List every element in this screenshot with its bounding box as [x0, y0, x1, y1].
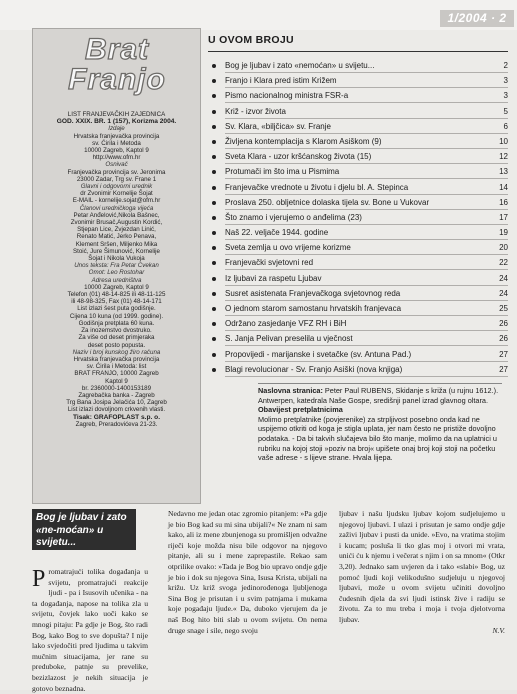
bullet-icon — [212, 307, 216, 311]
article-column-3 — [339, 509, 505, 636]
masthead-line: LIST FRANJEVAČKIH ZAJEDNICA — [67, 111, 166, 118]
cover-note — [258, 386, 502, 463]
masthead-line: Godišnja pretplata 60 kuna. — [78, 319, 155, 327]
bullet-icon — [212, 292, 216, 296]
toc-item-title: Naš 22. veljače 1944. godine — [225, 228, 329, 238]
masthead-line: Petar Anđelović,Nikola Bašnec, — [73, 211, 160, 219]
masthead-line: Hrvatska franjevačka provincija — [73, 132, 160, 140]
toc-item-title: Križ - izvor života — [225, 106, 286, 116]
toc-item-title: Protumači im što ima u Pismima — [225, 167, 340, 177]
toc-item-page: 19 — [499, 228, 508, 238]
masthead-line: Za inozemstvo dvostruko. — [81, 327, 152, 335]
toc-item-title: S. Janja Pelivan preselila u vječnost — [225, 334, 353, 344]
toc-item[interactable] — [208, 364, 508, 379]
bullet-icon — [212, 231, 216, 235]
toc-item-page: 13 — [499, 167, 508, 177]
toc-row-rule — [225, 345, 508, 346]
bullet-icon — [212, 216, 216, 220]
masthead-line: Renato Matić, Jerko Penava, — [76, 233, 157, 241]
toc-item-page: 22 — [499, 258, 508, 268]
toc-item-page: 20 — [499, 243, 508, 253]
brat-franjo-logo — [38, 35, 196, 105]
masthead-line: 10000 Zagreb, Kaptol 9 — [84, 283, 149, 291]
page-number: 1/2004 · 2 — [440, 10, 514, 27]
bullet-icon — [212, 368, 216, 372]
cover-note-label: Naslovna stranica: — [258, 386, 323, 395]
masthead-line: Hrvatska franjevačka provincija — [73, 355, 160, 363]
masthead-line: Omot: Leo Rostohar — [88, 269, 145, 277]
toc-item-title: Življena kontemplacija s Klarom Asiškom (9) — [225, 136, 382, 146]
toc-item[interactable] — [208, 75, 508, 90]
masthead-panel — [32, 28, 201, 504]
toc-row-rule — [225, 209, 508, 210]
toc-item-page: 2 — [503, 61, 508, 70]
toc-item-title: Franjevačke vrednote u životu i djelu bl. A. Stepinca — [225, 182, 409, 192]
masthead-line: Zvonimir Brusač,Augustin Kordić, — [70, 219, 163, 227]
toc-item-title: Bog je ljubav i zato «nemoćan» u svijetu... — [225, 61, 375, 70]
masthead-line: deset posto popusta. — [87, 341, 146, 349]
masthead-line: Stoić, Jure Šimunović, Kornelije — [72, 247, 160, 255]
masthead-line: dr Zvonimir Kornelije Šojat — [80, 190, 153, 198]
toc-divider — [208, 51, 508, 52]
toc-item-title: Sveta Klara - uzor kršćanskog života (15) — [225, 152, 372, 162]
toc-row-rule — [225, 269, 508, 270]
table-of-contents — [208, 60, 508, 379]
subscription-label: Obavijest pretplatnicima — [258, 405, 343, 415]
masthead-line: Zagreb, Preradovićeva 21-23. — [75, 420, 158, 428]
toc-item[interactable] — [208, 151, 508, 166]
toc-row-rule — [225, 178, 508, 179]
toc-row-rule — [225, 300, 508, 301]
toc-item-page: 26 — [499, 319, 508, 329]
toc-item-page: 17 — [499, 212, 508, 222]
masthead-line: Za više od deset primjeraka — [78, 334, 155, 342]
toc-item[interactable] — [208, 318, 508, 333]
bullet-icon — [212, 125, 216, 129]
masthead-line: Šojat i Nikola Vukoja — [88, 255, 145, 263]
toc-item-page: 26 — [499, 334, 508, 344]
article-signature: N.V. — [492, 625, 505, 635]
masthead-line: Unos teksta: Fra Petar Cvekan — [74, 262, 159, 270]
masthead-line: Kaptol 9 — [105, 377, 128, 385]
toc-row-rule — [225, 376, 508, 377]
bullet-icon — [212, 140, 216, 144]
subscription-text: Molimo pretplatnike (povjerenike) za strpljivost posebno onda kad ne uspijemo otkriti od koga je stigla uplata, jer nam često ne pristiže dovoljno podataka. - Da bi takvih slučajeva bilo što manje, molimo da na uplatnici u rubriku na kojoj stoji »poziv na broj« upišete onaj broj koji stoji na početku vaše adrese - s lijeve strane. Hvala lijepa. — [258, 414, 497, 463]
bullet-icon — [212, 186, 216, 190]
toc-item-title: Susret asistenata Franjevačkoga svjetovnog reda — [225, 288, 401, 298]
cover-note-text: Peter Paul RUBENS, Skidanje s križa (u rujnu 1612.). Antwerpen, katedrala Naše Gospe, središnji panel izrad glavnog oltara. — [258, 386, 499, 405]
toc-item-title: Franjo i Klara pred istim Križem — [225, 76, 337, 86]
toc-item-page: 14 — [499, 182, 508, 192]
toc-row-rule — [225, 224, 508, 225]
masthead-line: sv. Ćirila i Metoda: list — [86, 363, 147, 371]
bullet-icon — [212, 155, 216, 159]
toc-item-page: 27 — [499, 349, 508, 359]
toc-item[interactable] — [208, 121, 508, 136]
toc-row-rule — [225, 194, 508, 195]
toc-item-title: Blagi revolucionar - Sv. Franjo Asiški (nova knjiga) — [225, 364, 403, 374]
toc-item[interactable] — [208, 333, 508, 348]
toc-item-page: 3 — [503, 91, 508, 101]
masthead-line: Telefon (01) 48-14-825 ili 48-11-125 — [67, 291, 166, 299]
toc-row-rule — [225, 87, 508, 88]
bullet-icon — [212, 261, 216, 265]
toc-row-rule — [225, 148, 508, 149]
toc-item-page: 27 — [499, 364, 508, 374]
toc-item-title: Franjevački svjetovni red — [225, 258, 314, 268]
toc-item[interactable] — [208, 136, 508, 151]
bullet-icon — [212, 64, 216, 68]
toc-item[interactable] — [208, 349, 508, 364]
toc-item[interactable] — [208, 242, 508, 257]
toc-item[interactable] — [208, 60, 508, 75]
toc-row-rule — [225, 315, 508, 316]
toc-item-title: Što znamo i vjerujemo o anđelima (23) — [225, 212, 362, 222]
toc-item[interactable] — [208, 197, 508, 212]
masthead-line: Glavni i odgovorni urednik — [80, 183, 153, 191]
bullet-icon — [212, 110, 216, 114]
toc-item[interactable] — [208, 212, 508, 227]
article-col3-text: ljubav i našu ljudsku ljubav kojom suđjelujemo u njegovoj ljubavi. I ulazi i prisutan je samo ondje gdje zaživi ljubav i pusti da unide. »Evo, na vratima stojim i kucam; posluša li tko glas moj i otvori mi vrata, unići ću k njemu i večerat s njim i on sa mnom« (Otkr 3,20). Jednako sam uvjeren da i tako «slabi» Bog, uz pomoć ljudi koji velikodušno sudjeluju u njegovoj ljubavi, može u ovom svijetu učiniti dovoljno čudesnih djela da svi ljudi istinsk žive i radiju se životu. Za to mu treba i moja i tvoja djelotvorna ljubav. — [339, 509, 505, 624]
toc-item-page: 3 — [503, 76, 508, 86]
toc-row-rule — [225, 285, 508, 286]
toc-row-rule — [225, 133, 508, 134]
masthead-line: Naziv i broj kunskog žiro računa — [72, 348, 161, 356]
bullet-icon — [212, 277, 216, 281]
masthead-line: BRAT FRANJO, 10000 Zagreb — [74, 370, 159, 378]
toc-item-page: 12 — [499, 152, 508, 162]
toc-heading: U OVOM BROJU — [208, 34, 294, 46]
toc-item[interactable] — [208, 90, 508, 105]
drop-cap: P — [32, 566, 46, 592]
toc-item[interactable] — [208, 106, 508, 121]
bullet-icon — [212, 201, 216, 205]
toc-item-page: 16 — [499, 197, 508, 207]
toc-item-title: Održano zasjedanje VFZ RH i BiH — [225, 319, 347, 329]
masthead-line: Stjepan Lice, Zvjezdan Linić, — [77, 226, 156, 234]
bullet-icon — [212, 337, 216, 341]
masthead-line: Članovi uredničkoga vijeća — [79, 204, 154, 212]
masthead-line: List izlazi šest puta godišnje. — [77, 305, 156, 313]
masthead-line: Cijena 10 kuna (od 1999. godine). — [69, 312, 164, 320]
toc-item[interactable] — [208, 166, 508, 181]
toc-row-rule — [225, 239, 508, 240]
bullet-icon — [212, 246, 216, 250]
toc-row-rule — [225, 254, 508, 255]
toc-item[interactable] — [208, 227, 508, 242]
toc-row-rule — [225, 361, 508, 362]
masthead-line: Franjevačka provincija sv. Jeronima — [67, 168, 166, 176]
toc-item-page: 6 — [503, 121, 508, 131]
masthead-line: sv. Ćirila i Metoda — [92, 139, 141, 147]
toc-item-title: Propovijedi - marijanske i svetačke (sv. Antuna Pad.) — [225, 349, 412, 359]
toc-item[interactable] — [208, 182, 508, 197]
article-column-2 — [168, 509, 327, 636]
cover-note-divider — [258, 383, 502, 384]
logo-line-2: Franjo — [68, 63, 166, 96]
toc-item-title: Sveta zemlja u ovo vrijeme korizme — [225, 243, 351, 253]
toc-item[interactable] — [208, 288, 508, 303]
masthead-line: http://www.ofm.hr — [92, 154, 141, 162]
toc-row-rule — [225, 72, 508, 73]
toc-item-title: Sv. Klara, «biljčica» sv. Franje — [225, 121, 331, 131]
toc-row-rule — [225, 163, 508, 164]
toc-item[interactable] — [208, 303, 508, 318]
toc-row-rule — [225, 102, 508, 103]
toc-item-page: 24 — [499, 288, 508, 298]
toc-item-title: Proslava 250. obljetnice dolaska tijela sv. Bone u Vukovar — [225, 197, 430, 207]
toc-item-title: Iz ljubavi za raspetu Ljubav — [225, 273, 322, 283]
masthead-line: Tisak: GRAFOPLAST s.p. o. — [72, 413, 161, 421]
masthead-line: br. 2360000-1400153189 — [81, 384, 152, 392]
article-col2-text: Nedavno me jedan otac zgromio pitanjem: »Pa gdje je bio Bog kad su mi sina ubijali?« Ne znam ni sam kako, ali iz mene zbunjenoga su promišljen odvažne riječi koje možda nisu bile odgovor na njegovo pitanje, ali su i mene zaprepastile. Rekao sam otprilike ovako: »Tada je Bog bio upravo ondje gdje je bio i dok su njegova Sina, Isusa Krista, ubijali na križu. Uz križ svoga jedinorođenoga ljubljenoga Sina Bog je prisutan i u svim patnjama i mukama koje pogađaju ljude.« Da, duboko vjerujem da je naš Bog hito biti slab u ovom svijetu. On nema druge snage i sile, nego svoju — [168, 509, 327, 635]
toc-item-page: 24 — [499, 273, 508, 283]
masthead-line: Trg Bana Josipa Jelačića 10, Zagreb — [66, 399, 167, 407]
toc-item-page: 5 — [503, 106, 508, 116]
masthead-info — [37, 111, 196, 428]
bullet-icon — [212, 353, 216, 357]
article-title: Bog je ljubav i zato «ne-moćan» u svijetu... — [32, 509, 136, 550]
masthead-line: Zagrebačka banka - Zagreb — [78, 391, 155, 399]
logo-line-1: Brat — [84, 33, 149, 66]
masthead-line: Osnivač — [105, 161, 128, 169]
toc-item-page: 25 — [499, 304, 508, 313]
toc-item-title: O jednom starom samostanu hrvatskih franjevaca — [225, 304, 402, 313]
toc-item-page: 10 — [499, 136, 508, 146]
masthead-line: E-MAIL - kornelije.sojat@ofm.hr — [72, 197, 161, 205]
bullet-icon — [212, 79, 216, 83]
bullet-icon — [212, 322, 216, 326]
masthead-line: 23000 Zadar, Trg sv. Frane 1 — [76, 175, 157, 183]
toc-item[interactable] — [208, 257, 508, 272]
masthead-line: 10000 Zagreb, Kaptol 9 — [84, 147, 149, 155]
masthead-line: Izdaje — [108, 125, 125, 133]
toc-row-rule — [225, 330, 508, 331]
toc-item[interactable] — [208, 273, 508, 288]
masthead-line: GOD. XXIX. BR. 1 (157), Korizma 2004. — [56, 118, 177, 126]
bullet-icon — [212, 94, 216, 98]
article-col1-text: romatrajući tolika događanja u svijetu, promatrajući reakcije ljudi - pa i Isusovih učenika - na ta događanja, napose na tolika zla u svijetu, čovjek lako uoči kako se mnogi pitaju: Pa gdje je Bog, što radi Bog, kako Bog to sve dopušta? I nije lako svjedočiti pred ljudima u takvim mučnim situacijama, jer rane su preduboke, patnje su prevelike, bezizlazost je nekih situacija je gotovo beznadna. — [32, 567, 148, 693]
toc-row-rule — [225, 118, 508, 119]
bullet-icon — [212, 170, 216, 174]
masthead-line: Klement Sršen, Miljenko Mika — [75, 240, 158, 248]
toc-item-title: Pismo nacionalnog ministra FSR-a — [225, 91, 349, 101]
masthead-line: Adresa uredništva — [91, 276, 142, 284]
article-column-1 — [32, 567, 148, 694]
masthead-line: ili 48-98-325, Fax (01) 48-14-171 — [71, 298, 162, 306]
masthead-line: List izlazi dovoljnom crkvenih vlasti. — [67, 406, 166, 414]
